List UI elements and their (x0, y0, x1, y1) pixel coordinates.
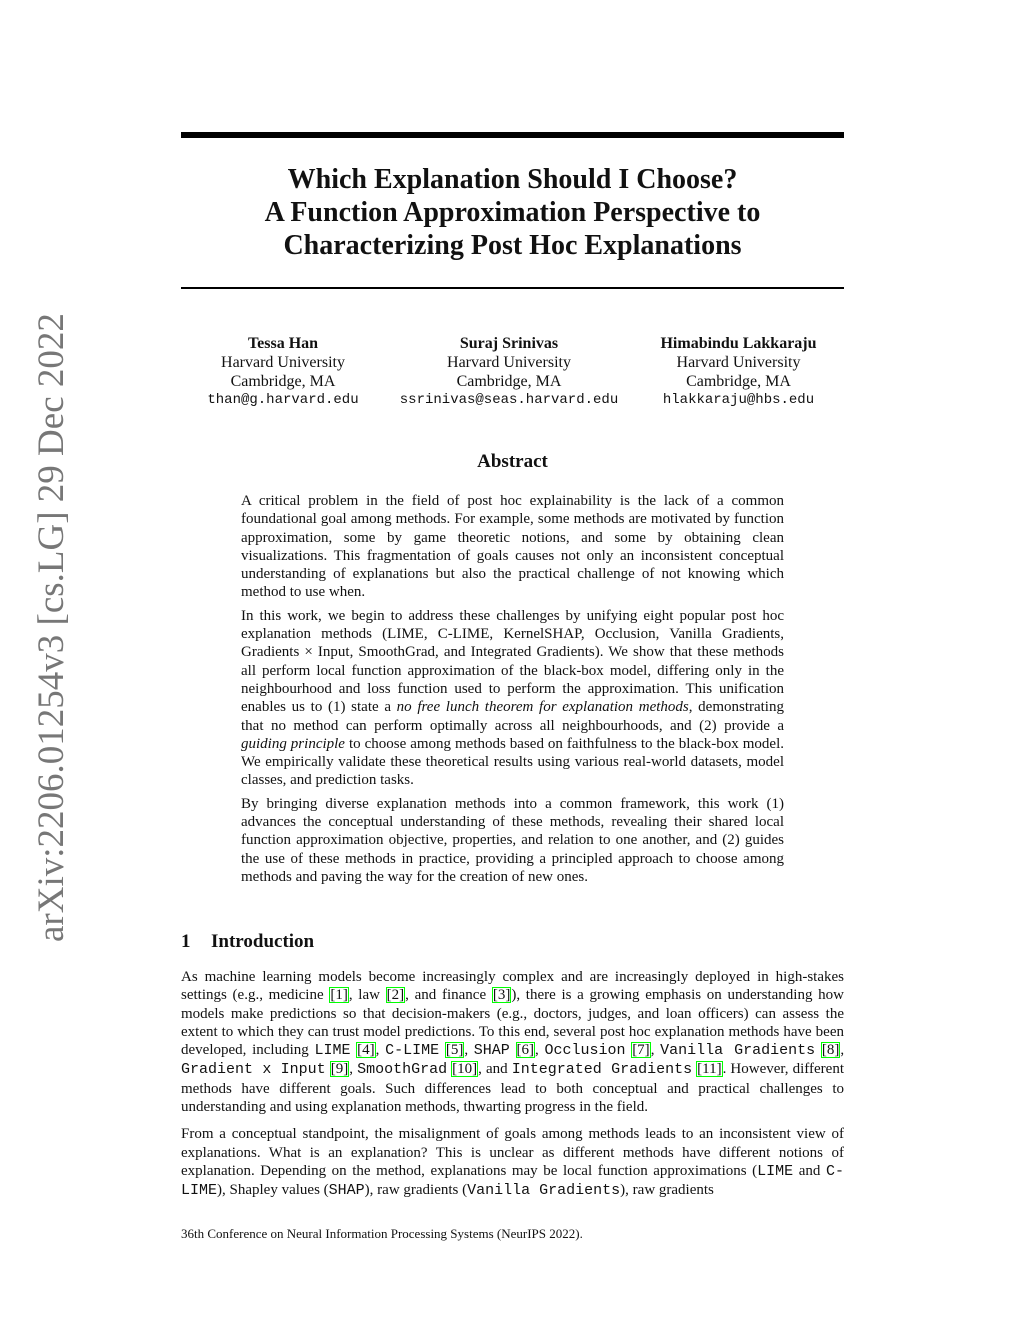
text-run: , (840, 1042, 845, 1059)
title-line-2: A Function Approximation Perspective to (264, 197, 761, 228)
section-heading-introduction (181, 931, 314, 953)
citation-link[interactable]: [11] (697, 1061, 722, 1078)
intro-paragraph-1 (181, 968, 844, 1116)
author-affiliation: Harvard University (676, 354, 801, 371)
introduction-body (181, 968, 844, 1210)
text-run: , law (348, 987, 386, 1004)
title-line-3: Characterizing Post Hoc Explanations (283, 230, 742, 261)
emphasis-run: no free lunch theorem for explanation methods (396, 699, 689, 716)
text-run: In this work, we begin to address these challenges by unifying eight popular post hoc explanation methods (LIME, C-LIME, KernelSHAP, Occlusion, Vanilla Gradients, Gradients × Input, SmoothGrad, and Integrated Gradients). We show that these methods all perform local function approximation of the black-box model, differing only in the neighbourhood and loss function used to perform the approximation. This unification enables us to (1) state a (241, 607, 784, 716)
text-run: . However, different methods have different goals. Such differences lead to both conceptual and practical challenges to understanding and using explanation methods, thwarting progress in the field. (181, 1061, 844, 1116)
text-run: ), Shapley values ( (217, 1182, 329, 1199)
author-3 (651, 334, 826, 410)
citation-link[interactable]: [9] (330, 1061, 349, 1078)
method-name: LIME (757, 1162, 794, 1180)
author-1 (203, 334, 363, 410)
conference-footnote: 36th Conference on Neural Information Processing Systems (NeurIPS 2022). (181, 1226, 583, 1241)
method-name: Vanilla Gradients (660, 1042, 816, 1060)
text-run: , (375, 1042, 386, 1059)
text-run: , and (478, 1061, 512, 1078)
method-name: Gradient x Input (181, 1061, 326, 1079)
author-email[interactable]: hlakkaraju@hbs.edu (662, 392, 815, 408)
section-number: 1 (181, 931, 191, 952)
author-affiliation: Harvard University (447, 354, 571, 371)
text-run: , (535, 1042, 545, 1059)
abstract-body (241, 492, 784, 891)
author-location: Cambridge, MA (686, 373, 791, 390)
text-run: ), raw gradients ( (364, 1182, 468, 1199)
method-name: Integrated Gradients (511, 1061, 693, 1079)
citation-link[interactable]: [3] (492, 987, 511, 1004)
author-location: Cambridge, MA (230, 373, 336, 390)
citation-link[interactable]: [7] (632, 1042, 650, 1059)
author-affiliation: Harvard University (221, 354, 345, 371)
author-email[interactable]: than@g.harvard.edu (207, 392, 359, 408)
author-name: Tessa Han (247, 335, 319, 352)
section-title: Introduction (211, 931, 315, 952)
text-run: , (464, 1042, 474, 1059)
citation-link[interactable]: [8] (821, 1042, 840, 1059)
title-bottom-rule (181, 287, 844, 289)
text-run: ), there is a growing emphasis on understanding how models make predictions so that decision-makers (e.g., doctors, judges, and loan officers) can assess the extent to which they can trust model predictions. To this end, several post hoc explanation methods have been developed, including (181, 987, 845, 1059)
author-block (181, 334, 844, 414)
method-name: SHAP (328, 1182, 365, 1200)
citation-link[interactable]: [4] (357, 1042, 375, 1059)
method-name: C-LIME (385, 1042, 440, 1060)
author-2 (394, 334, 624, 410)
author-name: Himabindu Lakkaraju (660, 335, 817, 352)
abstract-paragraph-2 (241, 607, 784, 790)
text-run: and (793, 1162, 826, 1179)
author-email[interactable]: ssrinivas@seas.harvard.edu (399, 392, 619, 408)
citation-link[interactable]: [1] (330, 987, 348, 1004)
method-name: Vanilla Gradients (467, 1182, 621, 1200)
title-top-rule (181, 132, 844, 138)
text-run: ), raw gradients (620, 1182, 714, 1199)
arxiv-stamp: arXiv:2206.01254v3 [cs.LG] 29 Dec 2022 (31, 313, 72, 942)
emphasis-run: guiding principle (241, 735, 345, 752)
paper-title (181, 163, 844, 262)
method-name: SmoothGrad (357, 1061, 448, 1079)
text-run: , (650, 1042, 661, 1059)
citation-link[interactable]: [2] (386, 987, 405, 1004)
citation-link[interactable]: [6] (516, 1042, 535, 1059)
text-run: to choose among methods based on faithfulness to the black-box model. We empirically validate these theoretical results using various real-world datasets, model classes, and prediction tasks. (241, 735, 784, 789)
text-run: From a conceptual standpoint, the misalignment of goals among methods leads to an inconsistent view of explanations. What is an explanation? This is unclear as different methods have different notions of explanation. Depending on the method, explanations may be local function approximations ( (181, 1126, 844, 1179)
author-name: Suraj Srinivas (459, 335, 559, 352)
title-line-1: Which Explanation Should I Choose? (287, 164, 738, 195)
method-name: SHAP (473, 1042, 510, 1060)
text-run: , and finance (405, 987, 492, 1004)
text-run: , demonstrating that no method can perform optimally across all neighbourhoods, and (2) provide a (241, 699, 784, 734)
intro-paragraph-2 (181, 1125, 844, 1200)
text-run: As machine learning models become increasingly complex and are increasingly deployed in high-stakes settings (e.g., medicine (181, 969, 844, 1004)
abstract-heading: Abstract (477, 451, 548, 472)
citation-link[interactable]: [10] (452, 1061, 478, 1078)
abstract-paragraph-3: By bringing diverse explanation methods into a common framework, this work (1) advances the conceptual understanding of these methods, revealing their shared local function approximation objective, properties, and relation to one another, and (2) guides the use of these methods in practice, providing a principled approach to choose among methods and paving the way for the creation of new ones. (241, 795, 784, 885)
method-name: C-LIME (181, 1162, 844, 1200)
abstract-paragraph-1: A critical problem in the field of post hoc explainability is the lack of a common foundational goal among methods. For example, some methods are motivated by function approximation, some by game theoretic notions, and some by obtaining clean visualizations. This fragmentation of goals causes not only an inconsistent conceptual understanding of explanations but also the practical challenge of not knowing which method to use when. (241, 493, 784, 601)
citation-link[interactable]: [5] (445, 1042, 464, 1059)
method-name: LIME (314, 1042, 351, 1060)
method-name: Occlusion (544, 1042, 626, 1060)
author-location: Cambridge, MA (456, 373, 562, 390)
text-run: , (349, 1061, 358, 1078)
